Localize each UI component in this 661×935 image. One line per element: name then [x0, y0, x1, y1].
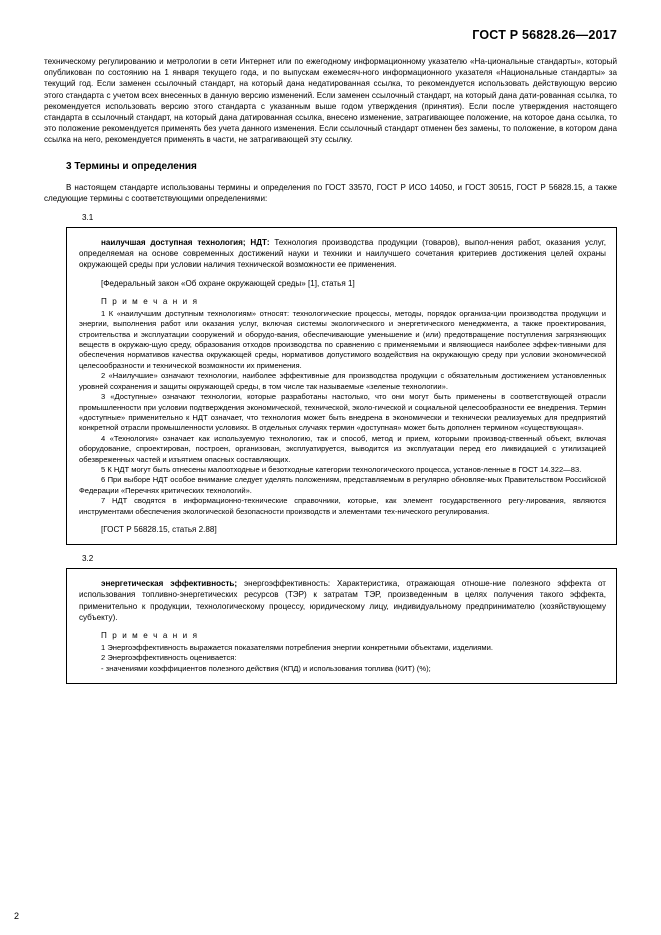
- notes-heading-3-2: П р и м е ч а н и я: [101, 630, 199, 640]
- term-text-3-2: энергоэффективность: Характеристика, отражающая отноше-ние полезного эффекта от использования топливно-энергетических ресурсов (ТЭР) к затратам ТЭР, произведенным в целях получения такого эффекта, применительно к продукции, технологическому процессу, юридическому лицу, индивидуальному предпринимателю (хозяйствующему субъекту).: [79, 579, 606, 622]
- term-text-3-1: Технология производства продукции (товаров), выпол-нения работ, оказания услуг, определяемая на основе современных достижений науки и техники и наилучшего сочетания критериев достижения целей охраны окружающей среды при условии наличия технической возможности ее применения.: [79, 238, 606, 270]
- section-lead: [44, 182, 617, 204]
- note-item: 5 К НДТ могут быть отнесены малоотходные и безотходные категории технологического процесса, установ-ленные в ГОСТ 14.322—83.: [101, 464, 582, 474]
- note-item: 2 «Наилучшие» означают технологии, наиболее эффективные для производства продукции с обязательным достижением установленных уровней сохранения и защиты окружающей среды, в том числе так называемые «зеленые технологии».: [79, 371, 606, 391]
- term-definition-3-1: [79, 237, 606, 271]
- term-source-3-1: [Федеральный закон «Об охране окружающей среды» [1], статья 1]: [101, 278, 355, 288]
- notes-heading-3-1: П р и м е ч а н и я: [101, 296, 199, 306]
- note-item: - значениями коэффициентов полезного действия (КПД) и использования топлива (КИТ) (%);: [101, 663, 431, 673]
- note-item: 7 НДТ сводятся в информационно-технические справочники, которые, как элемент государственного регу-лирования, являются инструментами обеспечения экологической безопасности производств и элементами тех-нического регулирования.: [79, 496, 606, 516]
- term-box-3-1: [66, 227, 617, 545]
- note-item: 1 Энергоэффективность выражается показателями потребления энергии конкретными объектами, изделиями.: [101, 642, 493, 652]
- clause-number-3-2: 3.2: [82, 554, 94, 564]
- note-item: 6 При выборе НДТ особое внимание следует уделять положениям, представляемым в регулярно обновляе-мых Правительством Российской Федерации «Перечнях критических технологий».: [79, 475, 606, 495]
- term-box-3-2: [66, 568, 617, 684]
- note-item: 3 «Доступные» означают технологии, которые разработаны настолько, что они могут быть применены в соответствующей отрасли промышленности при условии подтверждения экономической, технической, эколо-гической и социальной целесообразности ее внедрения. Термин «доступные» применительно к НДТ означает, что технология может быть внедрена в экономически и технически реализуемых для предприятий конкретной отрасли промышленности условиях. В отдельных случаях термин «доступная» может быть дополнен термином «существующая».: [79, 392, 606, 433]
- intro-paragraph-text: техническому регулированию и метрологии в сети Интернет или по ежегодному информационному указателю «На-циональные стандарты», который опубликован по состоянию на 1 января текущего года, и по выпускам ежемесяч-ного информационного указателя «Национальные стандарты» за текущий год. Если заменен ссылочный стандарт, на который дана недатированная ссылка, то рекомендуется использовать действующую версию этого стандарта с учетом всех внесенных в данную версию изменений. Если заменен ссылочный стандарт, на который дана дати-рованная ссылка, то рекомендуется использовать версию этого стандарта с указанным выше годом утверждения (принятия). Если после утверждения настоящего стандарта в ссылочный стандарт, на который дана датированная ссылка, внесено изменение, затрагивающее положение, на которое дана ссылка, то это положение рекомендуется применять без учета данного изменения. Если ссылочный стандарт отменен без замены, то положение, в котором дана ссылка на него, рекомендуется применять в части, не затрагивающей эту ссылку.: [44, 57, 617, 145]
- term-footer-source-3-1: [ГОСТ Р 56828.15, статья 2.88]: [101, 524, 217, 534]
- clause-number-3-1: 3.1: [82, 213, 94, 223]
- section-heading: 3 Термины и определения: [66, 160, 197, 172]
- note-item: 4 «Технология» означает как используемую технологию, так и способ, метод и прием, которыми производ-ственный объект, включая оборудование, спроектирован, построен, организован, эксплуатируется, выводится из эксплуатации перед его ликвидацией с утилизацией обезвреженных частей и изъятием опасных составляющих.: [79, 433, 606, 464]
- note-item: 1 К «наилучшим доступным технологиям» относят: технологические процессы, методы, порядок организа-ции производства продукции и энергии, выполнения работ или оказания услуг, включая системы экологического и энергетического менеджмента, а также проектирования, строительства и эксплуатации сооружений и оборудо-вания, обеспечивающие уменьшение и (или) предотвращение поступления загрязняющих веществ в окружаю-щую среду, образования отходов производства по сравнению с применяемыми и являющиеся наиболее эффек-тивными для обеспечения нормативов качества окружающей среды, нормативов допустимого воздействия на окружающую среду при условии экономической целесообразности и технической возможности их применения.: [79, 308, 606, 370]
- intro-paragraph: [44, 56, 617, 146]
- page-number: 2: [14, 911, 20, 921]
- term-name-3-1: наилучшая доступная технология; НДТ:: [101, 238, 270, 248]
- term-name-3-2: энергетическая эффективность;: [101, 579, 238, 589]
- term-definition-3-2: [79, 578, 606, 623]
- note-item: 2 Энергоэффективность оценивается:: [101, 653, 237, 663]
- section-lead-text: В настоящем стандарте использованы термины и определения по ГОСТ 33570, ГОСТ Р ИСО 14050, и ГОСТ 30515, ГОСТ Р 56828.15, а также следующие термины с соответствующими определениями:: [44, 182, 617, 203]
- page-title: ГОСТ Р 56828.26—2017: [472, 28, 617, 42]
